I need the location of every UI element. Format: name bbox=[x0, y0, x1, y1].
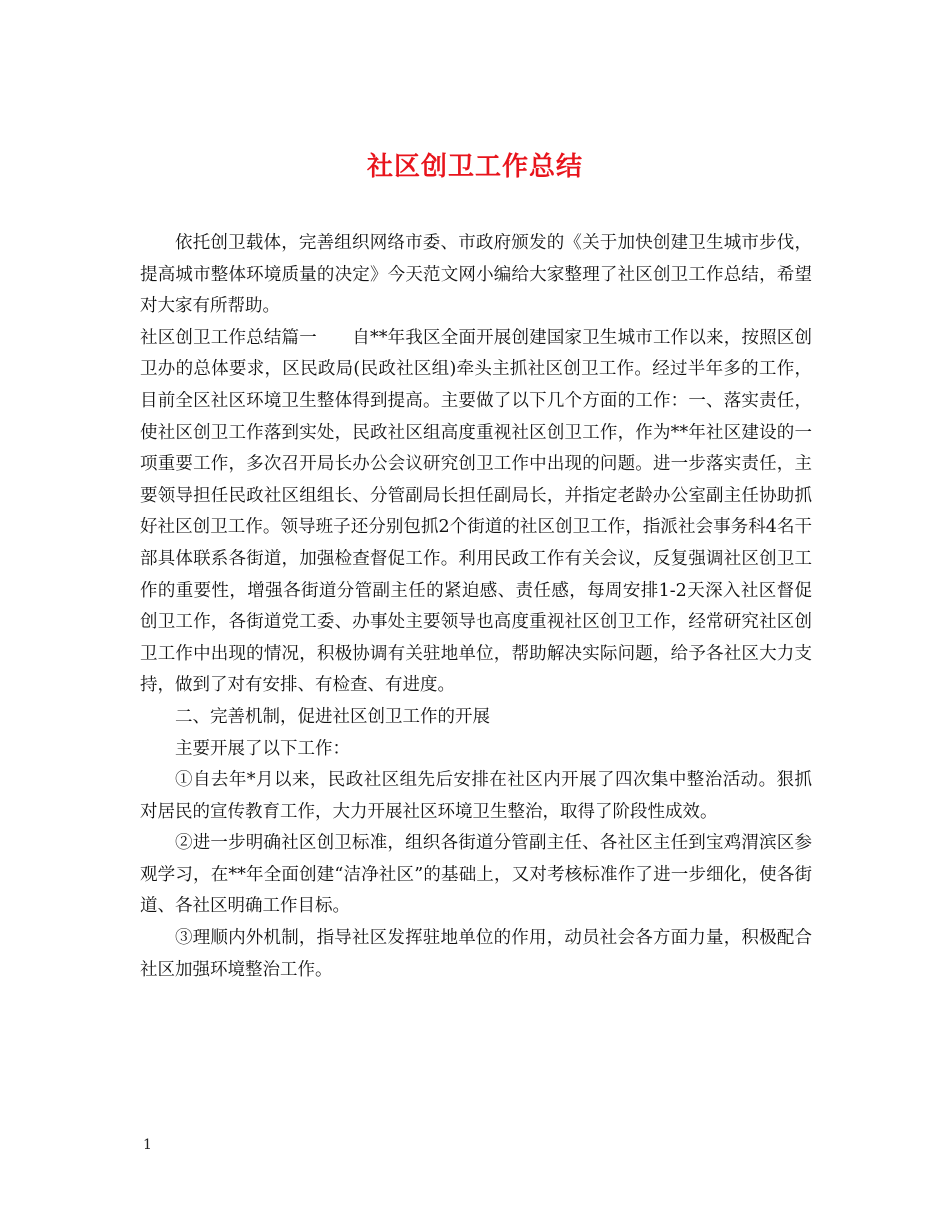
paragraph-mechanism-heading: 二、完善机制，促进社区创卫工作的开展 bbox=[175, 706, 490, 727]
paragraph-work-intro: 主要开展了以下工作： bbox=[175, 738, 350, 759]
paragraph-item-1: ①自去年*月以来，民政社区组先后安排在社区内开展了四次集中整治活动。狠抓对居民的宣传教育工作，大力开展社区环境卫生整治，取得了阶段性成效。 bbox=[140, 770, 812, 822]
paragraph-item-2: ②进一步明确社区创卫标准，组织各街道分管副主任、各社区主任到宝鸡渭滨区参观学习，在**年全面创建“洁净社区”的基础上，又对考核标准作了进一步细化，使各街道、各社区明确工作目标。 bbox=[140, 833, 812, 917]
document-body bbox=[140, 228, 812, 986]
paragraph-intro: 依托创卫载体，完善组织网络市委、市政府颁发的《关于加快创建卫生城市步伐，提高城市整体环境质量的决定》今天范文网小编给大家整理了社区创卫工作总结，希望对大家有所帮助。 bbox=[140, 233, 812, 317]
paragraph-item-3: ③理顺内外机制，指导社区发挥驻地单位的作用，动员社会各方面力量，积极配合社区加强环境整治工作。 bbox=[140, 928, 812, 980]
paragraph-section-one: 社区创卫工作总结篇一 自**年我区全面开展创建国家卫生城市工作以来，按照区创卫办的总体要求，区民政局(民政社区组)牵头主抓社区创卫工作。经过半年多的工作，目前全区社区环境卫生整体得到提高。主要做了以下几个方面的工作：一、落实责任，使社区创卫工作落到实处，民政社区组高度重视社区创卫工作，作为**年社区建设的一项重要工作，多次召开局长办公会议研究创卫工作中出现的问题。进一步落实责任，主要领导担任民政社区组组长、分管副局长担任副局长，并指定老龄办公室副主任协助抓好社区创卫工作。领导班子还分别包抓2个街道的社区创卫工作，指派社会事务科4名干部具体联系各街道，加强检查督促工作。利用民政工作有关会议，反复强调社区创卫工作的重要性，增强各街道分管副主任的紧迫感、责任感，每周安排1-2天深入社区督促创卫工作，各街道党工委、办事处主要领导也高度重视社区创卫工作，经常研究社区创卫工作中出现的情况，积极协调有关驻地单位，帮助解决实际问题，给予各社区大力支持，做到了对有安排、有检查、有进度。 bbox=[140, 327, 812, 696]
document-title: 社区创卫工作总结 bbox=[366, 152, 583, 183]
page-number: 1 bbox=[143, 1137, 152, 1153]
